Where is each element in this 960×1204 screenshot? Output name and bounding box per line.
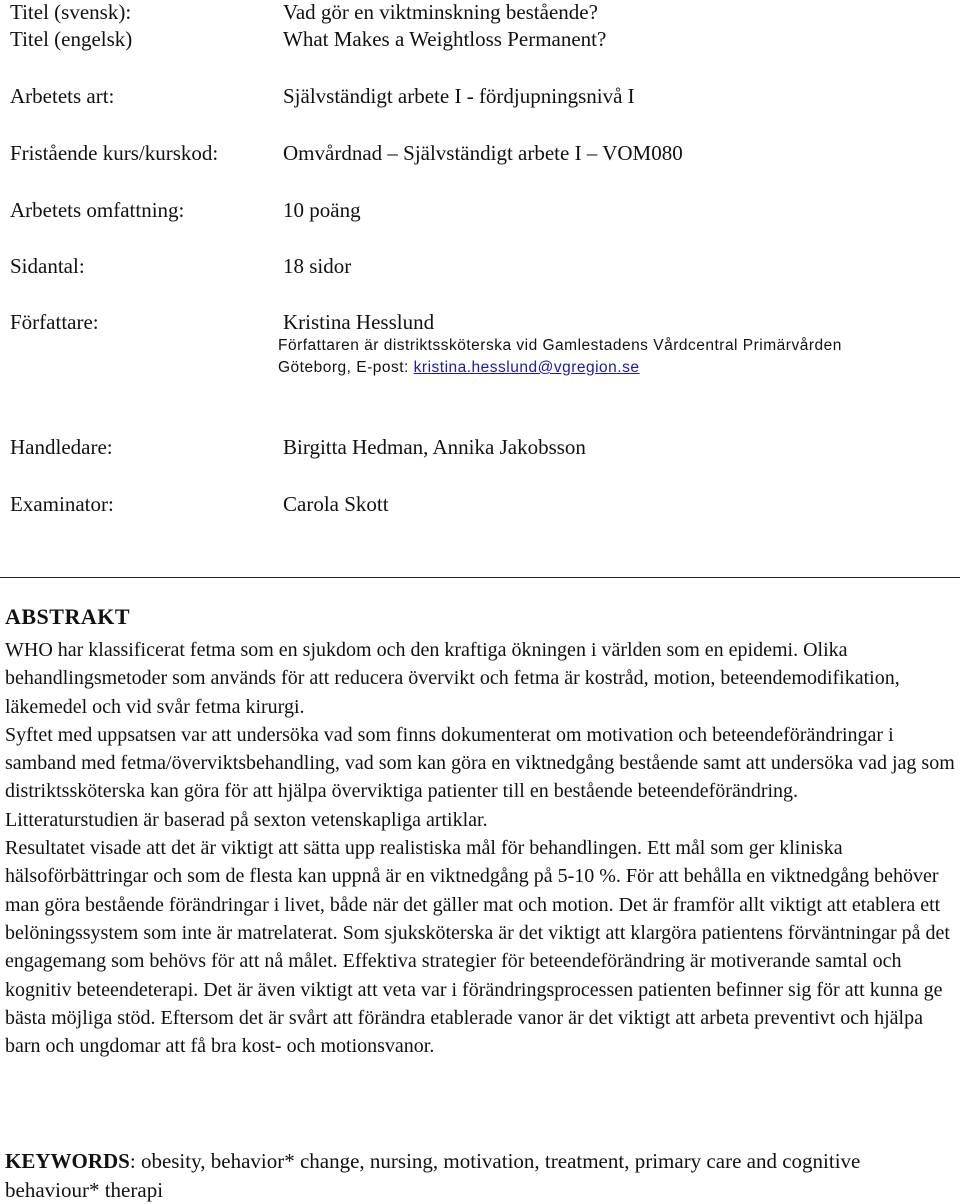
keywords-label: KEYWORDS	[5, 1149, 130, 1173]
supervisors: Birgitta Hedman, Annika Jakobsson	[283, 435, 586, 459]
author-email-link[interactable]: kristina.hesslund@vgregion.se	[413, 359, 640, 376]
abstract-paragraph: Syftet med uppsatsen var att undersöka vad som finns dokumenterat om motivation och beteendeförändringar i samband med fetma/överviktsbehandling, vad som kan göra en viktnedgång bestående samt att undersöka vad jag som distriktssköterska kan göra för att hjälpa överviktiga patienter till en bestående beteendeförändring.	[5, 723, 955, 803]
section-divider	[0, 577, 960, 578]
author-info-line-2	[278, 357, 639, 379]
abstract-body	[5, 636, 955, 1060]
course: Omvårdnad – Självständigt arbete I – VOM080	[283, 141, 683, 165]
title-sv-label: Titel (svensk):	[10, 0, 132, 24]
author-info-prefix: Göteborg, E-post:	[278, 359, 414, 376]
work-type-label: Arbetets art:	[10, 84, 115, 108]
abstract-heading: ABSTRAKT	[5, 604, 131, 629]
pages-label: Sidantal:	[10, 254, 85, 278]
abstract-paragraph: Resultatet visade att det är viktigt att sätta upp realistiska mål för behandlingen. Ett mål som ger kliniska hälsoförbättringar och som de flesta kan uppnå är en viktnedgång på 5-10 %. För att behålla en viktnedgång behöver man göra bestående förändringar i livet, både när det gäller mat och motion. Det är framför allt viktigt att etablera ett belöningssystem som inte är matrelaterat. Som sjuksköterska är det viktigt att klargöra patientens förväntningar på det engagemang som behövs för att nå målet. Effektiva strategier för beteendeförändring är motiverande samtal och kognitiv beteendeterapi. Det är även viktigt att veta var i förändringsprocessen patienten befinner sig för att kunna ge bästa möjliga stöd. Eftersom det är svårt att förändra etablerade vanor är det viktigt att arbeta preventivt och hjälpa barn och ungdomar att få bra kost- och motionsvanor.	[5, 837, 950, 1058]
title-en: What Makes a Weightloss Permanent?	[283, 27, 607, 51]
scope-label: Arbetets omfattning:	[10, 198, 185, 222]
supervisor-label: Handledare:	[10, 435, 113, 459]
work-type: Självständigt arbete I - fördjupningsnivå I	[283, 84, 635, 108]
title-en-label: Titel (engelsk)	[10, 27, 133, 51]
scope: 10 poäng	[283, 198, 361, 222]
examiner: Carola Skott	[283, 492, 389, 516]
course-label: Fristående kurs/kurskod:	[10, 141, 219, 165]
abstract-paragraph: WHO har klassificerat fetma som en sjukdom och den kraftiga ökningen i världen som en epidemi. Olika behandlingsmetoder som används för att reducera övervikt och fetma är kostråd, motion, beteendemodifikation, läkemedel och vid svår fetma kirurgi.	[5, 639, 900, 718]
keywords	[5, 1147, 955, 1204]
author-info-line-1: Författaren är distriktssköterska vid Gamlestadens Vårdcentral Primärvården	[278, 337, 842, 354]
title-sv: Vad gör en viktminskning bestående?	[283, 0, 598, 24]
author-label: Författare:	[10, 310, 99, 334]
abstract-paragraph: Litteraturstudien är baserad på sexton vetenskapliga artiklar.	[5, 808, 488, 831]
pages: 18 sidor	[283, 254, 352, 278]
author-name: Kristina Hesslund	[283, 310, 435, 334]
keywords-text: : obesity, behavior* change, nursing, motivation, treatment, primary care and cognitive behaviour* therapi	[5, 1149, 861, 1202]
examiner-label: Examinator:	[10, 492, 114, 516]
